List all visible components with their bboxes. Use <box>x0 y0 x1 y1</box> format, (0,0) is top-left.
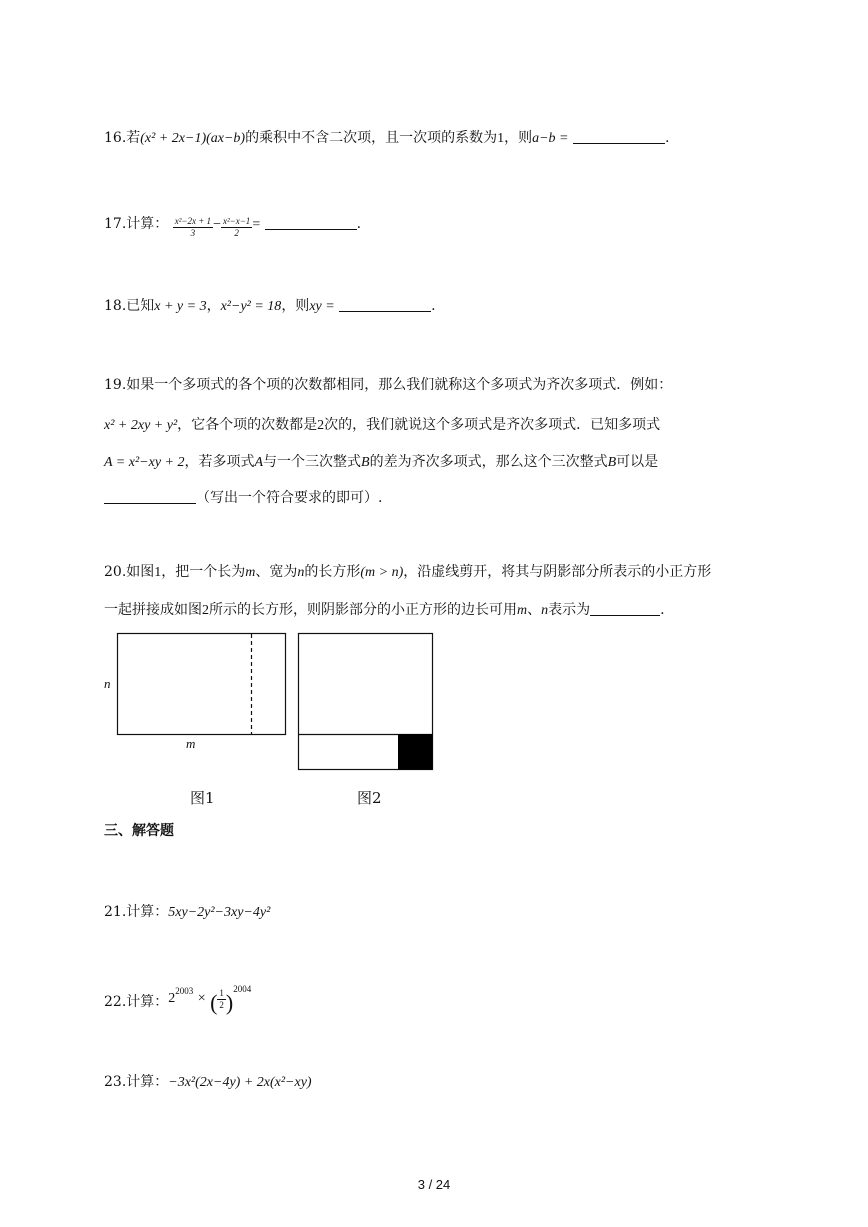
section-heading-answer-questions: 三、解答题 <box>104 823 174 839</box>
q17-frac2-numerator: x²−x−1 <box>222 216 251 226</box>
q17-frac1-numerator: x²−2x + 1 <box>174 216 212 226</box>
q23-prefix: 23.计算： <box>104 1074 169 1090</box>
q16-expr3: a−b = <box>532 131 569 146</box>
q17-equals: = <box>252 217 261 232</box>
q21-prefix: 21.计算： <box>104 904 169 920</box>
q16-expr1: (x² + 2x−1) <box>140 131 207 146</box>
question-22 <box>104 984 252 1015</box>
q22-exponent-1: 2003 <box>175 986 194 996</box>
q19-line3-text4: 可以是 <box>616 454 659 470</box>
q18-expr2: x²−y² = 18 <box>220 299 282 314</box>
q20-fig-one: 1 <box>154 565 162 580</box>
q18-comma: ， <box>206 298 221 314</box>
q20-condition: (m > n) <box>360 565 404 580</box>
q16-one: 1 <box>497 131 505 146</box>
q19-line2-two: 2 <box>317 418 325 433</box>
q19-line2-text2: 次的，我们就说这个多项式是齐次多项式．已知多项式 <box>324 417 661 433</box>
q18-expr1: x + y = 3 <box>154 299 207 314</box>
q22-right-paren: ) <box>225 990 234 1015</box>
q19-var-B: B <box>361 455 370 470</box>
q19-line3-text2: 与一个三次整式 <box>263 454 362 470</box>
q19-line2-text1: ，它各个项的次数都是 <box>177 417 318 433</box>
q19-line3-text1: ，若多项式 <box>184 454 255 470</box>
figure2-caption: 图2 <box>357 789 382 807</box>
q19-var-A: A <box>254 455 264 470</box>
q20-suffix: . <box>660 602 665 618</box>
q21-expr: 5xy−2y²−3xy−4y² <box>168 905 271 920</box>
q18-suffix: . <box>431 298 436 314</box>
q20-line1-c: 、宽为 <box>255 564 298 580</box>
q16-prefix: 16.若 <box>104 130 141 146</box>
q20-line2-c: 表示为 <box>548 602 591 618</box>
q20-line2-a: 一起拼接成如图 <box>104 602 202 618</box>
q18-expr3: xy = <box>309 299 335 314</box>
figure1-rectangle <box>118 634 286 735</box>
q18-prefix: 18.已知 <box>104 298 155 314</box>
figure2-shaded-square <box>398 734 433 770</box>
q22-prefix: 22.计算： <box>104 994 169 1010</box>
question-23 <box>104 1072 312 1093</box>
q17-prefix: 17.计算： <box>104 216 169 232</box>
q20-line1-d: 的长方形 <box>304 564 361 580</box>
figure1-caption: 图1 <box>190 789 215 807</box>
q19-line1-text: 19.如果一个多项式的各个项的次数都相同，那么我们就称这个多项式为齐次多项式．例如： <box>104 377 673 393</box>
q17-frac2-denominator: 2 <box>234 228 239 238</box>
q17-minus: − <box>213 217 221 232</box>
q16-expr2: (ax−b) <box>206 131 246 146</box>
q20-line2-var-m: m <box>517 603 528 618</box>
q20-var-m: m <box>245 565 256 580</box>
q23-expr: −3x²(2x−4y) + 2x(x²−xy) <box>168 1075 312 1090</box>
q16-text2: ，则 <box>504 130 533 146</box>
q19-line4-text: （写出一个符合要求的即可）. <box>196 490 383 506</box>
q20-line1-e: ，沿虚线剪开，将其与阴影部分所表示的小正方形 <box>403 564 712 580</box>
q19-polynomial-A: A = x²−xy + 2 <box>104 455 185 470</box>
q20-fig-two: 2 <box>202 603 209 618</box>
q18-text: ，则 <box>281 298 310 314</box>
q16-text1: 的乘积中不含二次项，且一次项的系数为 <box>245 130 498 146</box>
q20-line2-var-n: n <box>541 603 549 618</box>
q17-frac1-denominator: 3 <box>190 228 196 238</box>
q22-frac-denominator: 2 <box>219 1000 224 1010</box>
q20-line1-b: ，把一个长为 <box>161 564 246 580</box>
q19-line3-text3: 的差为齐次多项式，那么这个三次整式 <box>369 454 608 470</box>
q22-base: 2 <box>168 991 176 1006</box>
q20-line2-sep: 、 <box>527 602 542 618</box>
page-number: 3 / 24 <box>417 1177 451 1192</box>
q22-times: × <box>197 991 206 1006</box>
q20-line1-a: 20.如图 <box>104 564 155 580</box>
figure1-label-n: n <box>104 676 111 691</box>
q22-fraction <box>217 988 226 1011</box>
q22-frac-numerator: 1 <box>219 988 224 998</box>
question-21 <box>104 902 270 923</box>
q19-example-expr: x² + 2xy + y² <box>104 418 178 433</box>
q20-line2-b: 所示的长方形，则阴影部分的小正方形的边长可用 <box>209 602 517 618</box>
q20-var-n: n <box>297 565 305 580</box>
q17-suffix: . <box>356 216 362 232</box>
figure1-label-m: m <box>186 736 196 751</box>
q16-suffix: . <box>664 130 670 146</box>
q22-exponent-2: 2004 <box>233 984 252 994</box>
q19-var-B2: B <box>607 455 617 470</box>
q22-left-paren: ( <box>210 990 218 1015</box>
